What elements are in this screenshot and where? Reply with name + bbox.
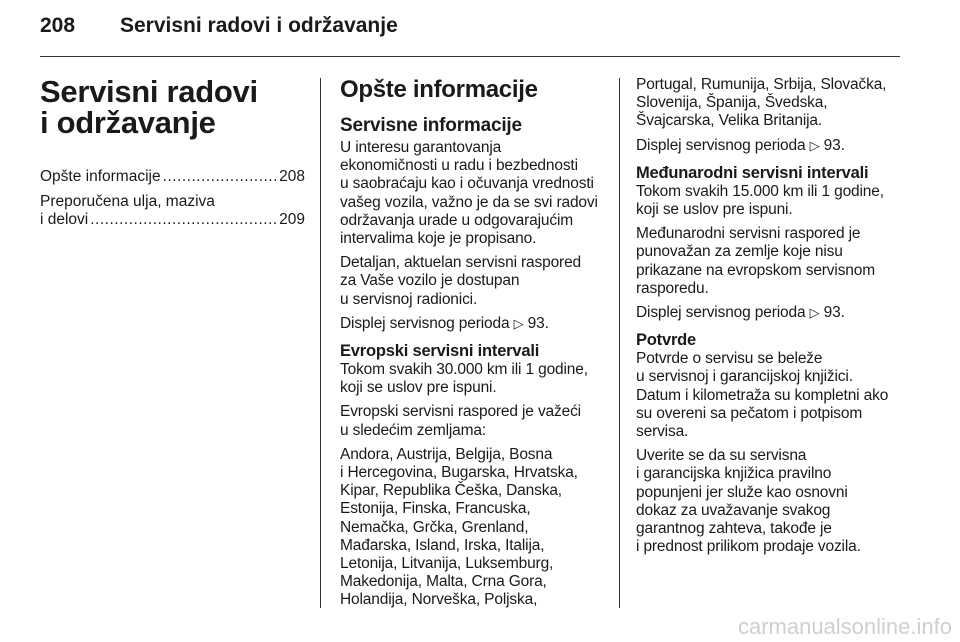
page-reference-arrow-icon: ▷	[809, 137, 820, 153]
page-header	[40, 14, 900, 48]
paragraph: Detaljan, aktuelan servisni raspored za Vaše vozilo je dostupan u servisnoj radionici.	[340, 254, 582, 308]
country-list: Andora, Austrija, Belgija, Bosna i Hercegovina, Bugarska, Hrvatska, Kipar, Republika Češka, Danska, Estonija, Finska, Francuska, Nemačka, Grčka, Grenland, Mađarska, Island, Irska, Italija, Letonija, Litvanija, Luksemburg, Makedonija, Malta, Crna Gora, Holandija, Norveška, Poljska,	[340, 445, 578, 609]
subheading-service-info: Servisne informacije	[340, 115, 522, 136]
toc-entry-general-info[interactable]: Opšte informacije ..... 208	[40, 168, 305, 186]
page-reference-arrow-icon: ▷	[809, 305, 820, 321]
toc-page: 208	[279, 168, 305, 185]
cross-reference[interactable]: Displej servisnog perioda ▷ 93.	[636, 304, 845, 322]
column-divider-1	[320, 78, 321, 608]
page-reference-arrow-icon: ▷	[513, 315, 524, 331]
middle-column	[340, 76, 608, 616]
cross-reference[interactable]: Displej servisnog perioda ▷ 93.	[340, 314, 549, 332]
paragraph: Potvrde o servisu se beleže u servisnoj i garancijskoj knjižici. Datum i kilometraža su kompletni ako su overeni sa pečatom i potpisom servisa.	[636, 350, 889, 441]
subheading-international-intervals: Međunarodni servisni intervali	[636, 163, 869, 182]
paragraph: Tokom svakih 15.000 km ili 1 godine, koji se uslov pre ispuni.	[636, 182, 884, 219]
toc-entry-oils-parts[interactable]: Preporučena ulja, maziva i delovi ..... 209	[40, 193, 305, 229]
paragraph: Uverite se da su servisna i garancijska knjižica pravilno popunjeni jer služe kao osnovni dokaz za uvažavanje svakog garantnog zahteva, takođe je i prednost prilikom prodaje vozila.	[636, 447, 861, 556]
subheading-confirmations: Potvrde	[636, 331, 697, 350]
column-divider-2	[619, 78, 620, 608]
page-number: 208	[40, 14, 76, 37]
subheading-european-intervals: Evropski servisni intervali	[340, 342, 540, 361]
chapter-title: Servisni radovi i održavanje	[40, 74, 258, 140]
paragraph: U interesu garantovanja ekonomičnosti u radu i bezbednosti u saobraćaju kao i očuvanja vrednosti vašeg vozila, važno je da se svi radovi održavanja urade u odgovarajućim intervalima koje je propisano.	[340, 139, 598, 248]
paragraph: Evropski servisni raspored je važeći u sledećim zemljama:	[340, 403, 581, 439]
paragraph: Tokom svakih 30.000 km ili 1 godine, koji se uslov pre ispuni.	[340, 361, 588, 397]
toc-page: 209	[279, 211, 305, 228]
toc-leader-dots	[90, 211, 277, 229]
right-column	[636, 76, 904, 562]
left-column	[40, 76, 305, 236]
running-title: Servisni radovi i održavanje	[120, 14, 398, 37]
paragraph: Međunarodni servisni raspored je punovažan za zemlje koje nisu prikazane na evropskom servisnom rasporedu.	[636, 225, 875, 297]
header-rule	[40, 56, 900, 57]
section-heading: Opšte informacije	[340, 76, 538, 103]
watermark: carmanualsonline.info	[737, 614, 952, 639]
country-list-continued: Portugal, Rumunija, Srbija, Slovačka, Slovenija, Španija, Švedska, Švajcarska, Velika Britanija.	[636, 76, 887, 130]
cross-reference[interactable]: Displej servisnog perioda ▷ 93.	[636, 136, 845, 154]
toc-leader-dots	[163, 168, 278, 186]
